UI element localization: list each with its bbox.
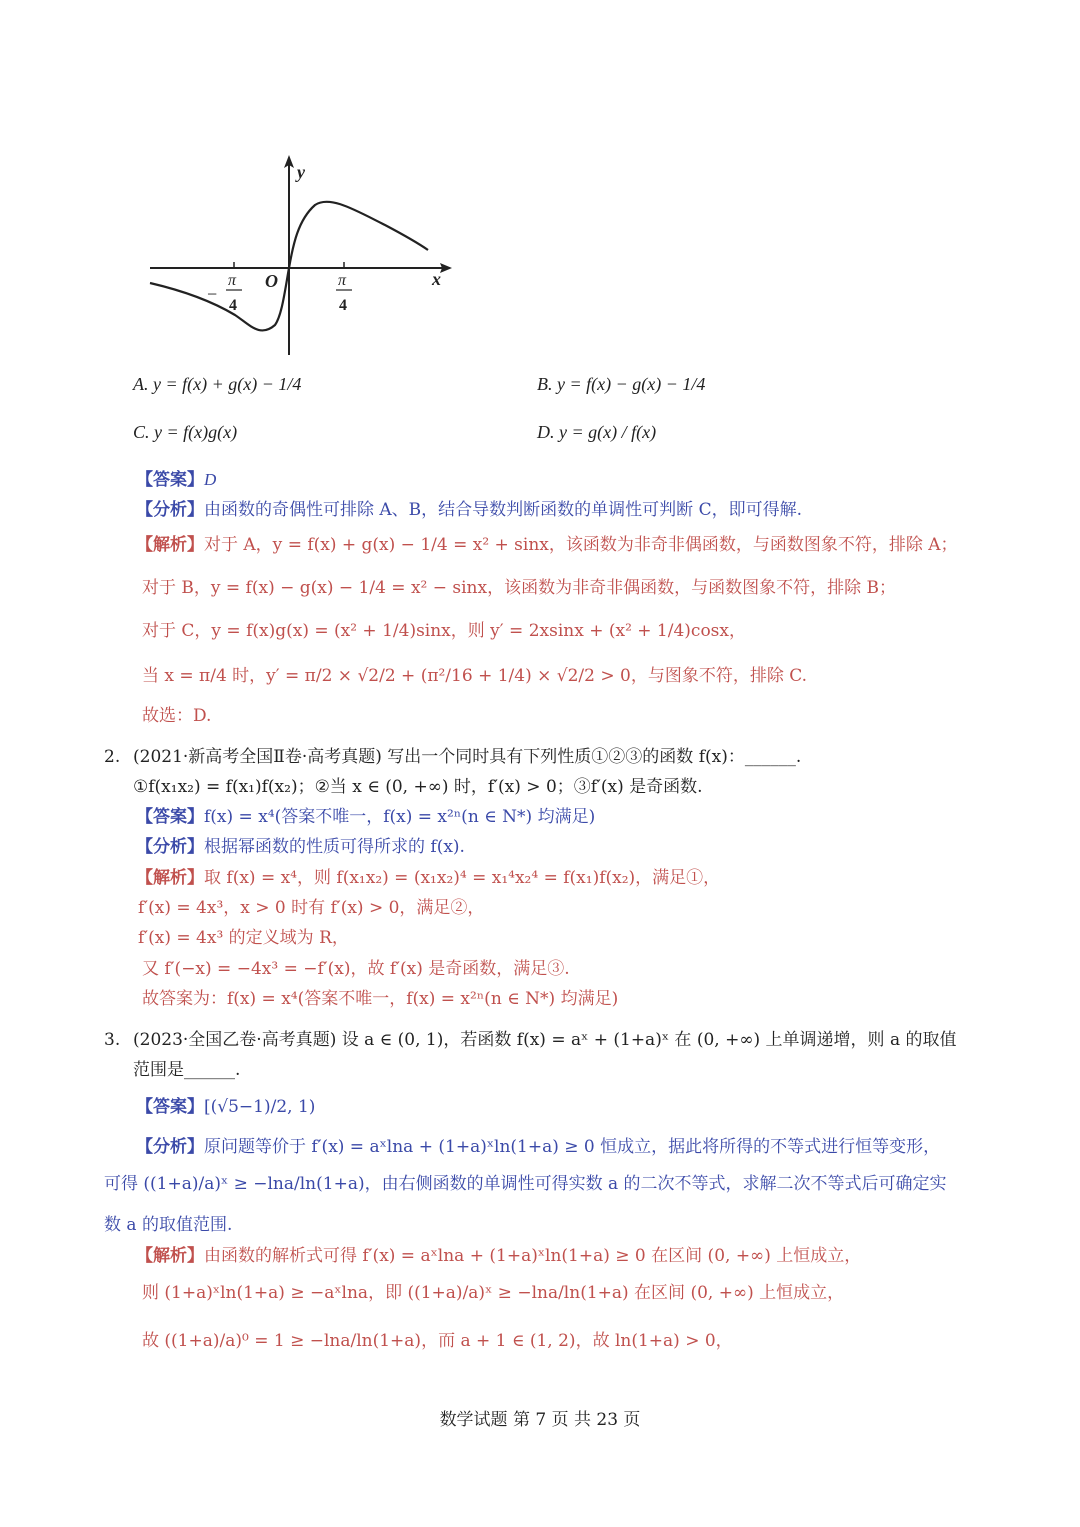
- neg-tick-pi: π: [228, 272, 237, 289]
- analysis-text: 由函数的奇偶性可排除 A、B，结合导数判断函数的单调性可判断 C，即可得解.: [204, 500, 802, 520]
- answer-tag: 【答案】: [136, 1097, 204, 1117]
- q3-solution-line-2: 则 (1+a)ˣln(1+a) ≥ −aˣlna，即 ((1+a)/a)ˣ ≥ −lna/ln(1+a) 在区间 (0, +∞) 上恒成立，: [142, 1283, 845, 1303]
- solution-tag: 【解析】: [136, 535, 204, 555]
- answer-text: f(x) = x⁴(答案不唯一，f(x) = x²ⁿ(n ∈ N*) 均满足): [204, 807, 596, 827]
- q3-analysis-line-1: 【分析】原问题等价于 f′(x) = aˣlna + (1+a)ˣln(1+a) ≥ 0 恒成立，据此将所得的不等式进行恒等变形，: [136, 1137, 941, 1157]
- page-footer: 数学试题 第 7 页 共 23 页: [439, 1410, 641, 1430]
- q3-analysis-line-3: 数 a 的取值范围.: [104, 1215, 233, 1235]
- q2-analysis: [136, 835, 465, 859]
- q2-solution-line-4: 又 f′(−x) = −4x³ = −f′(x)，故 f′(x) 是奇函数，满足③.: [142, 959, 570, 979]
- analysis-tag: 【分析】: [136, 500, 204, 520]
- q2-solution-line-5: 故答案为：f(x) = x⁴(答案不唯一，f(x) = x²ⁿ(n ∈ N*) 均满足): [142, 989, 619, 1009]
- q1-solution-line-3: 对于 C，y = f(x)g(x) = (x² + 1/4)sinx，则 y′ = 2xsinx + (x² + 1/4)cosx，: [142, 621, 746, 641]
- q2-stem-line-1: (2021·新高考全国Ⅱ卷·高考真题) 写出一个同时具有下列性质①②③的函数 f(x)：______.: [133, 747, 802, 767]
- q2-solution-line-3: f′(x) = 4x³ 的定义域为 R，: [138, 928, 349, 948]
- function-graph: [140, 150, 460, 365]
- choice-b: B. y = f(x) − g(x) − 1/4: [537, 374, 706, 394]
- q1-answer: [136, 468, 216, 492]
- q2-answer: [136, 805, 595, 829]
- q3-solution-line-3: 故 ((1+a)/a)⁰ = 1 ≥ −lna/ln(1+a)，而 a + 1 ∈ (1, 2)，故 ln(1+a) > 0，: [142, 1331, 733, 1351]
- q3-analysis-line-2: 可得 ((1+a)/a)ˣ ≥ −lna/ln(1+a)，由右侧函数的单调性可得实数 a 的二次不等式，求解二次不等式后可确定实: [104, 1174, 947, 1194]
- choice-a: A. y = f(x) + g(x) − 1/4: [133, 374, 302, 394]
- q3-stem-line-2: 范围是______.: [133, 1060, 241, 1080]
- q2-solution-line-1: 【解析】取 f(x) = x⁴，则 f(x₁x₂) = (x₁x₂)⁴ = x₁⁴x₂⁴ = f(x₁)f(x₂)，满足①，: [136, 868, 721, 888]
- solution-tag: 【解析】: [136, 868, 204, 888]
- solution-tag: 【解析】: [136, 1246, 204, 1266]
- q1-solution-line-4: 当 x = π/4 时，y′ = π/2 × √2/2 + (π²/16 + 1/4) × √2/2 > 0，与图象不符，排除 C.: [142, 666, 808, 686]
- answer-text: [(√5−1)/2, 1): [204, 1097, 316, 1117]
- answer-tag: 【答案】: [136, 470, 204, 490]
- x-axis-label: x: [432, 269, 441, 289]
- q1-solution-line-5: 故选：D.: [142, 706, 212, 726]
- origin-label: O: [265, 271, 278, 291]
- pos-tick-pi: π: [338, 272, 347, 289]
- choice-c: C. y = f(x)g(x): [133, 422, 238, 442]
- neg-tick-sign: −: [207, 284, 218, 304]
- q1-solution-line-2: 对于 B，y = f(x) − g(x) − 1/4 = x² − sinx，该函数为非奇非偶函数，与函数图象不符，排除 B；: [142, 578, 896, 598]
- q1-analysis: [136, 498, 802, 522]
- answer-tag: 【答案】: [136, 807, 204, 827]
- q3-solution-line-1: 【解析】由函数的解析式可得 f′(x) = aˣlna + (1+a)ˣln(1+a) ≥ 0 在区间 (0, +∞) 上恒成立，: [136, 1246, 862, 1266]
- q3-stem-line-1: (2023·全国乙卷·高考真题) 设 a ∈ (0, 1)，若函数 f(x) = aˣ + (1+a)ˣ 在 (0, +∞) 上单调递增，则 a 的取值: [133, 1030, 957, 1050]
- q3-number: 3.: [104, 1030, 121, 1050]
- q1-solution-line-1: 【解析】对于 A，y = f(x) + g(x) − 1/4 = x² + sinx，该函数为非奇非偶函数，与函数图象不符，排除 A；: [136, 535, 958, 555]
- neg-tick-four: 4: [229, 297, 237, 314]
- analysis-tag: 【分析】: [136, 837, 204, 857]
- q2-stem-line-2: ①f(x₁x₂) = f(x₁)f(x₂)；②当 x ∈ (0, +∞) 时，f′(x) > 0；③f′(x) 是奇函数.: [133, 777, 703, 797]
- q2-solution-line-2: f′(x) = 4x³，x > 0 时有 f′(x) > 0，满足②，: [138, 898, 485, 918]
- answer-text: D: [204, 470, 217, 489]
- choice-d: D. y = g(x) / f(x): [537, 422, 657, 442]
- q3-answer: [136, 1095, 315, 1119]
- y-axis-label: y: [297, 162, 305, 182]
- analysis-text: 根据幂函数的性质可得所求的 f(x).: [204, 837, 465, 857]
- q2-number: 2.: [104, 747, 121, 767]
- analysis-tag: 【分析】: [136, 1137, 204, 1157]
- pos-tick-four: 4: [339, 297, 347, 314]
